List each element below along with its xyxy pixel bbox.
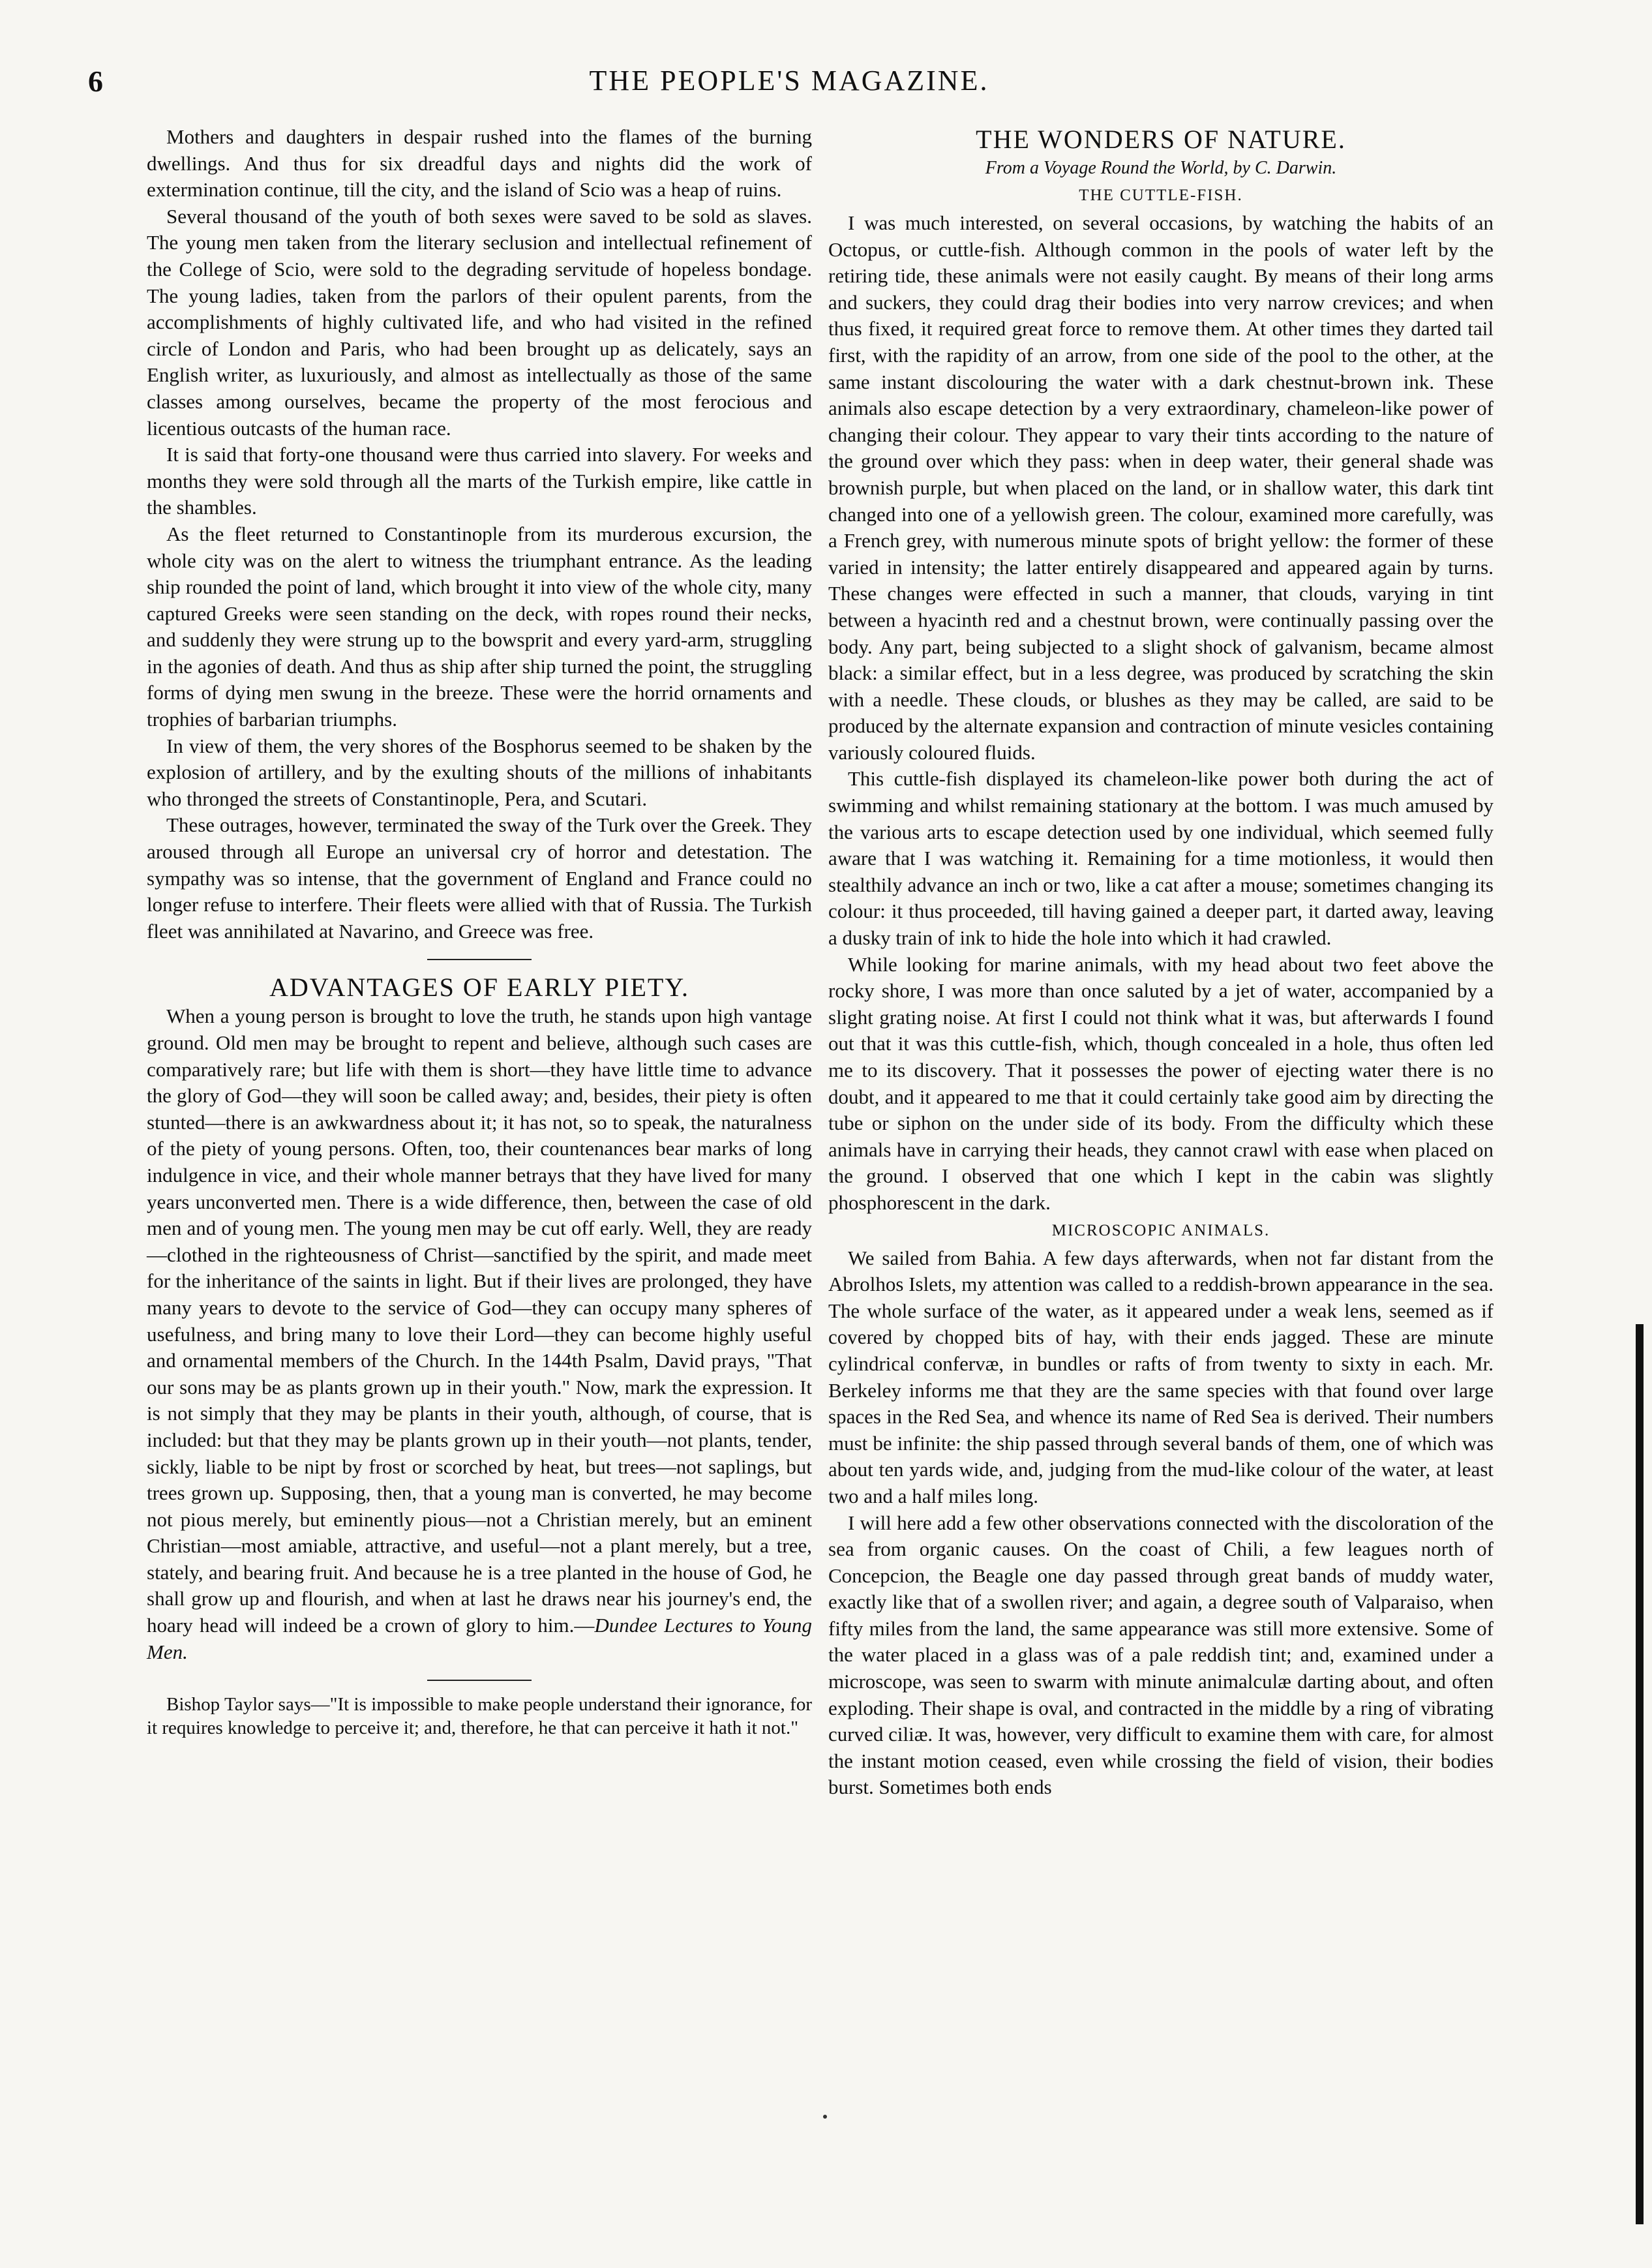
- paragraph: As the fleet returned to Constantinople from its murderous excursion, the whole city was on the alert to witness the triumphant entrance. As the leading ship rounded the point of land, which brought it into view of the whole city, many captured Greeks were seen standing on the deck, with ropes round their necks, and suddenly they were strung up to the bowsprit and every yard-arm, struggling in the agonies of death. And thus as ship after ship turned the point, the struggling forms of dying men swung in the breeze. These were the horrid ornaments and trophies of barbarian triumphs.: [147, 522, 812, 731]
- subheading: MICROSCOPIC ANIMALS.: [1051, 1221, 1270, 1239]
- article-heading: THE WONDERS OF NATURE.: [976, 125, 1346, 154]
- paragraph: While looking for marine animals, with my head about two feet above the rocky shore, I was more than once saluted by a jet of water, accompanied by a slight grating noise. At first I could not think what it was, but afterwards I found out that it was this cuttle-fish, which, though concealed in a hole, thus often led me to its discovery. That it possesses the power of ejecting water there is no doubt, and it appeared to me that it could certainly take good aim by directing the tube or siphon on the under side of its body. From the difficulty which these animals have in carrying their heads, they cannot crawl with ease when placed on the ground. I observed that one which I kept in the cabin was slightly phosphorescent in the dark.: [828, 952, 1494, 1214]
- left-column: [147, 124, 812, 1740]
- running-title: THE PEOPLE'S MAGAZINE.: [589, 65, 989, 97]
- paragraph: [147, 1003, 812, 1665]
- ink-speck: [823, 2115, 827, 2119]
- paragraph: This cuttle-fish displayed its chameleon-like power both during the act of swimming and whilst remaining stationary at the bottom. I was much amused by the various arts to escape detection used by one individual, which seemed fully aware that I was watching it. Remaining for a time motionless, it would then stealthily advance an inch or two, like a cat after a mouse; sometimes changing its colour: it thus proceeded, till having gained a deeper part, it darted away, leaving a dusky train of ink to hide the hole into which it had crawled.: [828, 767, 1494, 950]
- paragraph: Several thousand of the youth of both sexes were saved to be sold as slaves. The young men taken from the literary seclusion and intellectual refinement of the College of Scio, were sold to the degrading servitude of hopeless bondage. The young ladies, taken from the parlors of their opulent parents, from the accomplishments of highly cultivated life, and who had visited in the refined circle of London and Paris, who had been brought up as delicately, says an English writer, as luxuriously, and almost as intellectually as those of the same classes among ourselves, became the property of the most ferocious and licentious outcasts of the human race.: [147, 204, 812, 440]
- paragraph: These outrages, however, terminated the sway of the Turk over the Greek. They aroused through all Europe an universal cry of horror and detestation. The sympathy was so intense, that the government of England and France could no longer refuse to interfere. Their fleets were allied with that of Russia. The Turkish fleet was annihilated at Navarino, and Greece was free.: [147, 813, 812, 943]
- quote-paragraph: Bishop Taylor says—"It is impossible to make people understand their ignorance, for it requires knowledge to perceive it; and, therefore, he that can perceive it hath it not.": [147, 1694, 812, 1739]
- article-heading: ADVANTAGES OF EARLY PIETY.: [269, 973, 690, 1003]
- paragraph: I was much interested, on several occasions, by watching the habits of an Octopus, or cuttle-fish. Although common in the pools of water left by the retiring tide, these animals were not easily caught. By means of their long arms and suckers, they could drag their bodies into very narrow crevices; and when thus fixed, it required great force to remove them. At other times they darted tail first, with the rapidity of an arrow, from one side of the pool to the other, at the same instant discolouring the water with a dark chestnut-brown ink. These animals also escape detection by a very extraordinary, chameleon-like power of changing their colour. They appear to vary their tints according to the nature of the ground over which they pass: when in deep water, their general shade was brownish purple, but when placed on the land, or in shallow water, this dark tint changed into one of a yellowish green. The colour, examined more carefully, was a French grey, with numerous minute spots of bright yellow: the former of these varied in intensity; the latter entirely disappeared and appeared again by turns. These changes were effected in such a manner, that clouds, varying in tint between a hyacinth red and a chestnut brown, were continually passing over the body. Any part, being subjected to a slight shock of galvanism, became almost black: a similar effect, but in a less degree, was produced by scratching the skin with a needle. These clouds, or blushes as they may be called, are said to be produced by the alternate expansion and contraction of minute vesicles containing variously coloured fluids.: [828, 211, 1494, 764]
- section-divider: [427, 959, 532, 960]
- right-column: [828, 124, 1494, 1801]
- paragraph: We sailed from Bahia. A few days afterwards, when not far distant from the Abrolhos Islets, my attention was called to a reddish-brown appearance in the sea. The whole surface of the water, as it appeared under a weak lens, seemed as if covered by chopped bits of hay, with their ends jagged. These are minute cylindrical confervæ, in bundles or rafts of from twenty to sixty in each. Mr. Berkeley informs me that they are the same species with that found over large spaces in the Red Sea, and whence its name of Red Sea is derived. Their numbers must be infinite: the ship passed through several bands of them, one of which was about ten yards wide, and, judging from the mud-like colour of the water, at least two and a half miles long.: [828, 1246, 1494, 1507]
- byline: From a Voyage Round the World, by C. Darwin.: [985, 158, 1337, 178]
- attribution: Dundee Lectures to Young Men.: [147, 1614, 812, 1663]
- subheading: THE CUTTLE-FISH.: [1079, 187, 1243, 204]
- paragraph: In view of them, the very shores of the Bosphorus seemed to be shaken by the explosion of artillery, and by the exulting shouts of the millions of inhabitants who thronged the streets of Constantinople, Pera, and Scutari.: [147, 734, 812, 810]
- paragraph-text: When a young person is brought to love the truth, he stands upon high vantage ground. Old men may be brought to repent and believe, although such cases are comparatively rare; but life with them is short—they have little time to advance the glory of God—they will soon be called away; and, besides, their piety is often stunted—there is an awkwardness about it; it has not, so to speak, the naturalness of the piety of young persons. Often, too, their countenances bear marks of long indulgence in vice, and their whole manner betrays that they have lived for many years unconverted men. There is a wide difference, then, between the case of old men and of young men. The young men may be cut off early. Well, they are ready—clothed in the righteousness of Christ—sanctified by the spirit, and made meet for the inheritance of the saints in light. But if their lives are prolonged, they have many years to devote to the service of God—they can occupy many spheres of usefulness, and bring many to love their Lord—they can become highly useful and ornamental members of the Church. In the 144th Psalm, David prays, "That our sons may be as plants grown up in their youth." Now, mark the expression. It is not simply that they may be plants in their youth, although, of course, that is included: but that they may be plants grown up in their youth—not plants, tender, sickly, liable to be nipt by frost or scorched by heat, but trees—not saplings, but trees grown up. Supposing, then, that a young man is converted, he may become not pious merely, but eminently pious—not a Christian merely, but an eminent Christian—most amiable, attractive, and useful—not a plant merely, but a tree, stately, and bearing fruit. And because he is a tree planted in the house of God, he shall grow up and flourish, and when at last he draws near his journey's end, the hoary head will indeed be a crown of glory to him.—: [147, 1005, 812, 1637]
- page-number: 6: [88, 65, 103, 98]
- paragraph: Mothers and daughters in despair rushed into the flames of the burning dwellings. And thus for six dreadful days and nights did the work of extermination continue, till the city, and the island of Scio was a heap of ruins.: [147, 125, 812, 202]
- section-divider: [427, 1680, 532, 1681]
- paragraph: It is said that forty-one thousand were thus carried into slavery. For weeks and months they were sold through all the marts of the Turkish empire, like cattle in the shambles.: [147, 443, 812, 519]
- paragraph: I will here add a few other observations connected with the discoloration of the sea from organic causes. On the coast of Chili, a few leagues north of Concepcion, the Beagle one day passed through great bands of muddy water, exactly like that of a swollen river; and again, a degree south of Valparaiso, when fifty miles from the land, the same appearance was still more extensive. Some of the water placed in a glass was of a pale reddish tint; and, examined under a microscope, was seen to swarm with minute animalculæ darting about, and often exploding. Their shape is oval, and contracted in the middle by a ring of vibrating curved ciliæ. It was, however, very difficult to examine them with care, for almost the instant motion ceased, even while crossing the field of vision, their bodies burst. Sometimes both ends: [828, 1511, 1494, 1799]
- scan-edge-bar: [1636, 1324, 1644, 2224]
- page-header: [88, 64, 1490, 110]
